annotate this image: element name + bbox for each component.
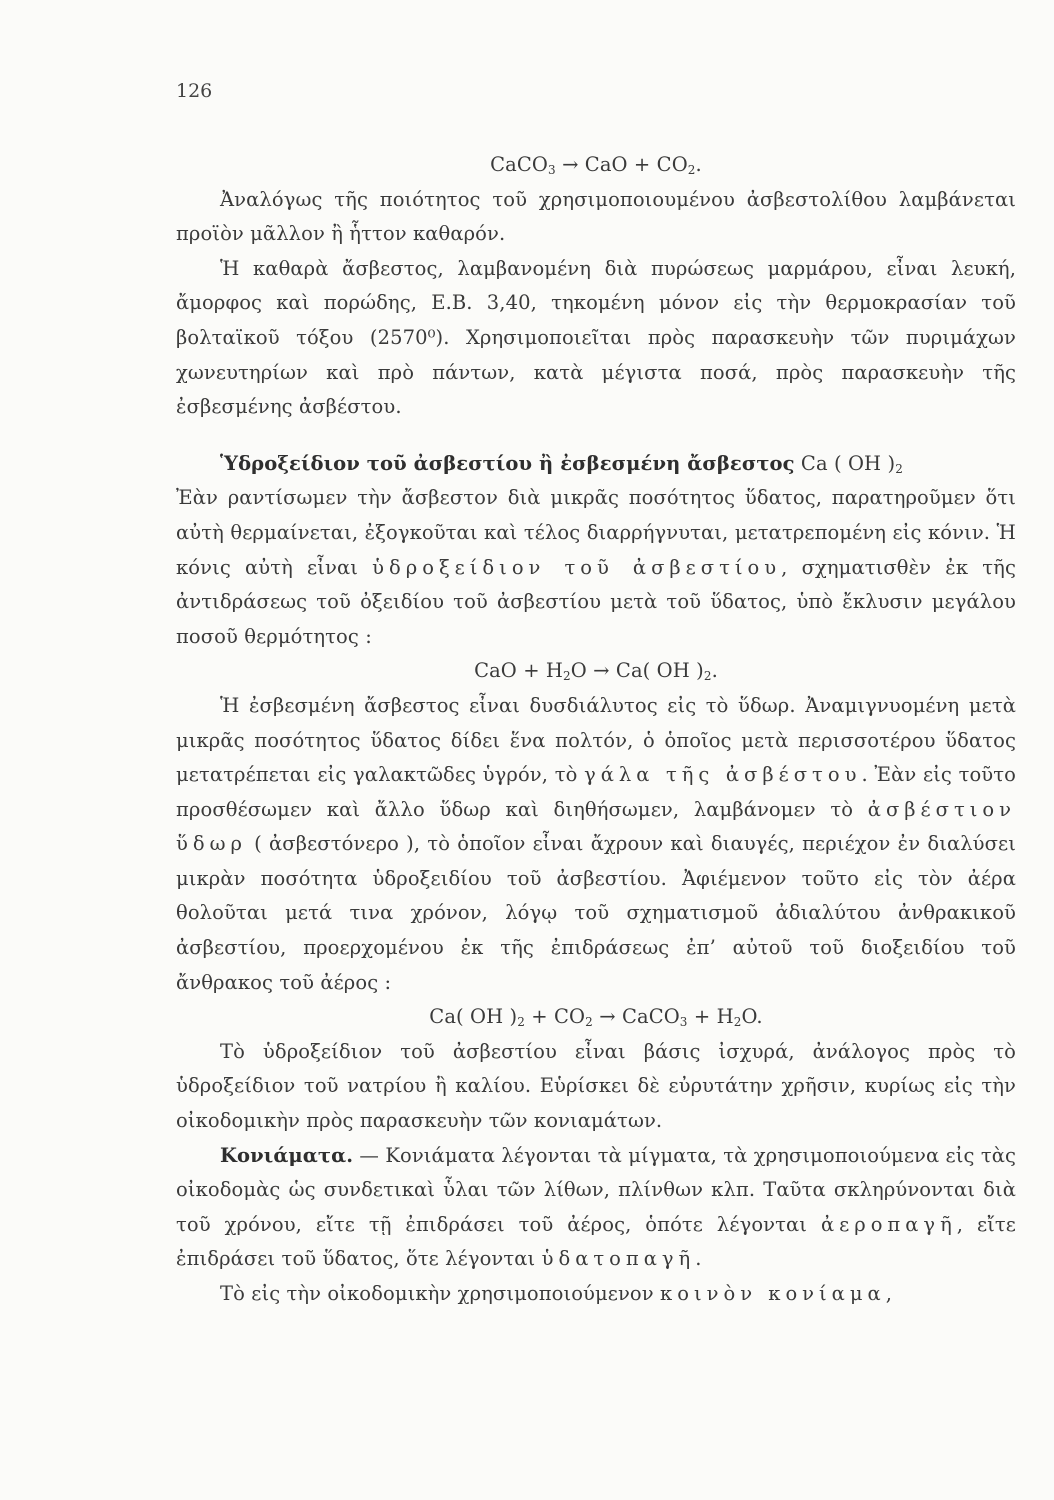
formula-subscript: 2 bbox=[517, 1015, 525, 1030]
formula-part: + CO bbox=[525, 1005, 586, 1029]
page-body bbox=[176, 148, 1016, 1312]
paragraph-text: Τὸ εἰς τὴν οἰκοδομικὴν χρησιμοποιούμενον bbox=[220, 1282, 661, 1305]
emphasized-term: ἀσβέστιον ὕδωρ bbox=[176, 797, 1016, 856]
paragraph-text: Ἡ ἐσβεσμένη ἄσβεστος εἶναι δυσδιάλυτος εἰς τὸ ὕδωρ. Ἀναμιγνυομένη μετὰ μικρᾶς ποσότητος ὕδατος δίδει ἕνα πολτόν, ὁ ὁποῖος μετὰ περισσοτέρου ὕδατος μετατρέπεται εἰς γαλακτῶδες ὑγρόν, τὸ bbox=[176, 693, 1016, 787]
paragraph-common-mortar bbox=[176, 1277, 1016, 1312]
formula-subscript: 2 bbox=[585, 1015, 593, 1030]
formula-part: O. bbox=[741, 1005, 763, 1029]
paragraph-text: . bbox=[695, 1247, 702, 1271]
emphasized-term: ἀεροπαγῆ bbox=[820, 1212, 957, 1236]
formula-subscript: 3 bbox=[679, 1015, 688, 1030]
paragraph-text: ( ἀσβεστόνερο ), τὸ ὁποῖον εἶναι ἄχρουν καὶ διαυγές, περιέχον ἐν διαλύσει μικρὰν ποσότητα ὑδροξειδίου τοῦ ἀσβεστίου. Ἀφιέμενον τοῦτο εἰς τὸν ἀέρα θολοῦται μετά τινα χρόνον, λόγῳ τοῦ σχηματισμοῦ ἀδιαλύτου ἀνθρακικοῦ ἀσβεστίου, προερχομένου ἐκ τῆς ἐπιδράσεως ἐπ’ αὐτοῦ τοῦ διοξειδίου τοῦ ἄνθρακος τοῦ ἀέρος : bbox=[176, 832, 1016, 994]
formula-carbonation bbox=[176, 1000, 1016, 1035]
formula-calcination bbox=[176, 148, 1016, 183]
page-number: 126 bbox=[176, 80, 213, 102]
section-heading: Ὑδροξείδιον τοῦ ἀσβεστίου ἢ ἐσβεσμένη ἄσβεστος bbox=[220, 451, 795, 475]
paragraph-text: Κονιάματα λέγονται τὰ μίγματα, τὰ χρησιμοποιούμενα εἰς τὰς οἰκοδομὰς ὡς συνδετικαὶ ὗλαι τῶν λίθων, πλίνθων κλπ. Ταῦτα σκληρύνονται διὰ τοῦ χρόνου, εἴτε τῇ ἐπιδράσει τοῦ ἀέρος, ὁπότε λέγονται bbox=[176, 1143, 1016, 1236]
formula-part: → CaO + CO bbox=[555, 153, 688, 176]
formula-part: . bbox=[695, 153, 702, 176]
paragraph-lime-water bbox=[176, 689, 1016, 1000]
formula-part: CaO + H bbox=[474, 659, 564, 683]
formula-subscript: 2 bbox=[703, 669, 712, 684]
section-gap bbox=[176, 425, 1016, 447]
heading-dash: — bbox=[353, 1143, 386, 1167]
formula-part: CaCO bbox=[490, 153, 549, 176]
formula-subscript: 2 bbox=[563, 669, 571, 684]
formula-part: O → Ca( OH ) bbox=[570, 659, 704, 683]
formula-part: . bbox=[711, 659, 718, 683]
paragraph-text: , bbox=[885, 1282, 893, 1305]
paragraph-text: Ἐὰν ραντίσωμεν τὴν ἄσβεστον διὰ μικρᾶς ποσότητος ὕδατος, παρατηροῦμεν ὅτι αὐτὴ θερμαίνεται, ἐξογκοῦται καὶ τέλος διαρρήγνυται, μετατρεπομένη εἰς κόνιν. Ἡ κόνις αὐτὴ εἶναι bbox=[176, 486, 1016, 579]
section-mortars bbox=[176, 1139, 1016, 1277]
formula-subscript: 2 bbox=[733, 1015, 742, 1030]
emphasized-term: κοινὸν κονίαμα bbox=[660, 1282, 886, 1305]
paragraph-text: . Ἐὰν εἰς τοῦτο προσθέσωμεν καὶ ἄλλο ὕδωρ καὶ διηθήσωμεν, λαμβάνομεν τὸ bbox=[176, 763, 1016, 821]
formula-part: Ca( OH ) bbox=[429, 1005, 518, 1029]
formula-part: + H bbox=[687, 1005, 734, 1029]
paragraph-limestone-quality: Ἀναλόγως τῆς ποιότητος τοῦ χρησιμοποιουμένου ἀσβεστολίθου λαμβάνεται προϊὸν μᾶλλον ἢ ἧττον καθαρόν. bbox=[176, 187, 1016, 246]
formula-subscript: 2 bbox=[687, 163, 696, 177]
section-heading: Κονιάματα. bbox=[220, 1143, 354, 1167]
emphasized-term: ὑδατοπαγῆ bbox=[541, 1247, 696, 1271]
formula-slaking bbox=[176, 654, 1016, 689]
formula-part: → CaCO bbox=[592, 1005, 680, 1029]
formula-subscript: 2 bbox=[895, 461, 903, 476]
emphasized-term: γάλα τῆς ἀσβέστου bbox=[584, 763, 862, 787]
section-slaked-lime bbox=[176, 447, 1016, 655]
paragraph-text: , εἴτε ἐπιδράσει τοῦ ὕδατος, ὅτε λέγονται bbox=[176, 1212, 1017, 1271]
paragraph-text: , σχηματισθὲν ἐκ τῆς ἀντιδράσεως τοῦ ὀξειδίου τοῦ ἀσβεστίου μετὰ τοῦ ὕδατος, ὑπὸ ἔκλυσιν μεγάλου ποσοῦ θερμότητος : bbox=[176, 555, 1016, 648]
formula-subscript: 3 bbox=[548, 163, 556, 177]
paragraph-pure-lime: Ἡ καθαρὰ ἄσβεστος, λαμβανομένη διὰ πυρώσεως μαρμάρου, εἶναι λευκή, ἄμορφος καὶ πορώδης, Ε.Β. 3,40, τηκομένη μόνον εἰς τὴν θερμοκρασίαν τοῦ βολταϊκοῦ τόξου (2570⁰). Χρησιμοποιεῖται πρὸς παρασκευὴν τῶν πυριμάχων χωνευτηρίων καὶ πρὸ πάντων, κατὰ μέγιστα ποσά, πρὸς παρασκευὴν τῆς ἐσβεσμένης ἀσβέστου. bbox=[176, 256, 1016, 419]
heading-formula: Ca ( OH ) bbox=[794, 451, 896, 475]
paragraph-strong-base: Τὸ ὑδροξείδιον τοῦ ἀσβεστίου εἶναι βάσις ἰσχυρά, ἀνάλογος πρὸς τὸ ὑδροξείδιον τοῦ νατρίου ἢ καλίου. Εὑρίσκει δὲ εὐρυτάτην χρῆσιν, κυρίως εἰς τὴν οἰκοδομικὴν πρὸς παρασκευὴν τῶν κονιαμάτων. bbox=[176, 1039, 1016, 1133]
emphasized-term: ὑδροξείδιον τοῦ ἀσβεστίου bbox=[372, 555, 782, 579]
